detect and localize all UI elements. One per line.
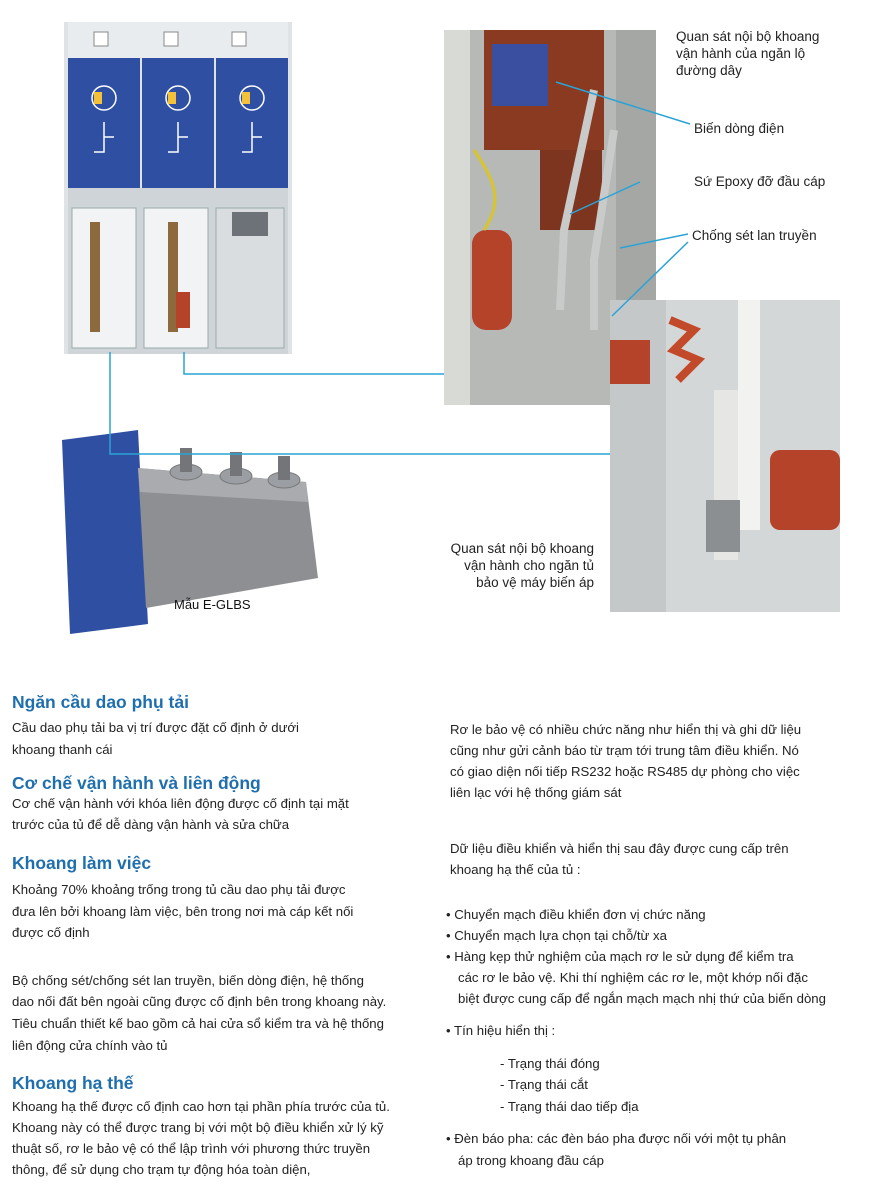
heading-working: Khoang làm việc [12,853,152,873]
mechanism-line: Cơ chế vận hành với khóa liên động được cố định tại mặt [12,796,349,811]
bullet-item: • Chuyển mạch điều khiển đơn vị chức năng [446,904,706,926]
heading-lv: Khoang hạ thế [12,1073,134,1093]
data-intro-line: Dữ liệu điều khiển và hiển thị sau đây được cung cấp trên [450,841,789,856]
bullet-item: • Chuyển mạch lựa chọn tại chỗ/từ xa [446,925,667,947]
mechanism-line: trước của tủ để dễ dàng vận hành và sửa chữa [12,817,290,832]
arrester-line: Bộ chống sét/chống sét lan truyền, biến dòng điện, hệ thống [12,973,364,988]
working-line: Khoảng 70% khoảng trống trong tủ cầu dao phụ tải được [12,882,346,897]
signal-item: - Trạng thái đóng [500,1056,600,1071]
callout-transformer-observe: Quan sát nội bộ khoang vận hành cho ngăn tủ bảo vệ máy biến áp [450,541,594,590]
callout-feeder-observe: Quan sát nội bộ khoang vận hành của ngăn lộ đường dây [676,29,820,78]
bullet-continuation: các rơ le bảo vệ. Khi thí nghiệm các rơ le, một khớp nối đặc [458,970,808,985]
signal-item: - Trạng thái dao tiếp địa [500,1099,639,1114]
arrester-line: liên động cửa chính vào tủ [12,1038,168,1053]
relay-line: có giao diện nối tiếp RS232 hoặc RS485 dự phòng cho việc [450,764,800,779]
relay-line: liên lạc với hệ thống giám sát [450,785,622,800]
heading-mechanism: Cơ chế vận hành và liên động [12,773,261,793]
callout-epoxy-bushing: Sứ Epoxy đỡ đầu cáp [694,174,826,189]
bullet-item: • Tín hiệu hiển thị : [446,1020,555,1042]
bullet-item: • Đèn báo pha: các đèn báo pha được nối với một tụ phân [446,1128,786,1150]
callout-current-transformer: Biến dòng điện [694,121,785,136]
arrester-line: Tiêu chuẩn thiết kế bao gồm cả hai cửa sổ kiểm tra và hệ thống [12,1016,384,1031]
egl-bs-caption: Mẫu E-GLBS [174,597,251,612]
lv-line: thuật số, rơ le bảo vệ có thể lập trình với phương thức truyền [12,1141,371,1156]
relay-line: Rơ le bảo vệ có nhiều chức năng như hiển thị và ghi dữ liệu [450,722,802,737]
load-break-line: khoang thanh cái [12,742,113,757]
signal-item: - Trạng thái cắt [500,1077,588,1092]
lv-line: Khoang này có thể được trang bị với một bộ điều khiển xử lý kỹ [12,1120,384,1135]
lv-line: Khoang hạ thế được cố định cao hơn tại phần phía trước của tủ. [12,1099,390,1114]
working-line: được cố định [12,925,90,940]
data-intro-line: khoang hạ thế của tủ : [450,862,581,877]
relay-line: cũng như gửi cảnh báo từ trạm tới trung tâm điều khiển. Nó [450,743,799,758]
arrester-line: dao nối đất bên ngoài cũng được cố định bên trong khoang này. [12,994,387,1009]
bullet-continuation: biệt được cung cấp để ngắn mạch mạch nhị thứ của biến dòng [458,991,826,1006]
heading-load-break: Ngăn cầu dao phụ tải [12,692,189,712]
lv-line: thông, để sử dụng cho trạm tự động hóa toàn diện, [12,1162,311,1177]
working-line: đưa lên bởi khoang làm việc, bên trong nơi mà cáp kết nối [12,904,354,919]
bullet-item: • Hàng kẹp thử nghiệm của mạch rơ le sử dụng để kiểm tra [446,946,794,968]
load-break-line: Cầu dao phụ tải ba vị trí được đặt cố định ở dưới [12,720,299,735]
callout-surge-arrester: Chống sét lan truyền [692,228,817,243]
bullet-continuation: áp trong khoang đầu cáp [458,1153,604,1168]
